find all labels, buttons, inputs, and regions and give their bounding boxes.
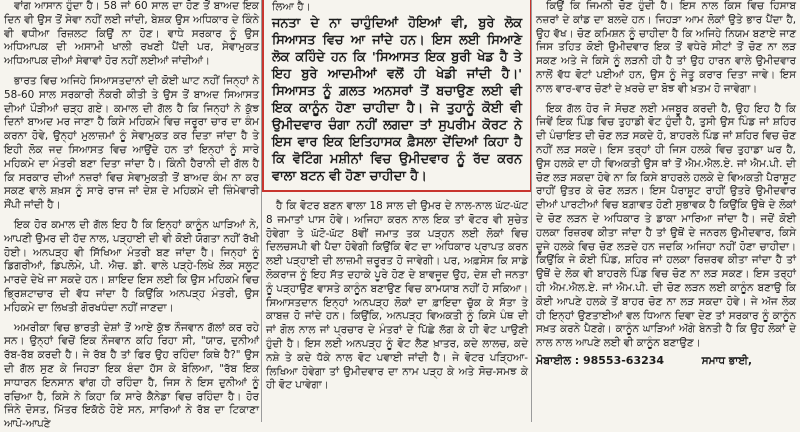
- pullquote-text: ਜਨਤਾ ਦੇ ਨਾ ਚਾਹੁੰਦਿਆਂ ਹੋਇਆਂ ਵੀ, ਬੁਰੇ ਲੋਕ ਸਿਆਸਤ ਵਿਚ ਆ ਜਾਂਦੇ ਹਨ। ਇਸ ਲਈ ਸਿਆਣੇ ਲੋਕ ਕਹਿੰਦੇ ਹਨ ਕਿ 'ਸਿਆਸਤ ਇਕ ਬੁਰੀ ਖੇਡ ਹੈ ਤੇ ਇਹ ਬੁਰੇ ਆਦਮੀਆਂ ਵਲੋਂ ਹੀ ਖੇਡੀ ਜਾਂਦੀ ਹੈ।' ਸਿਆਸਤ ਨੂੰ ਗ਼ਲਤ ਅਨਸਰਾਂ ਤੋਂ ਬਚਾਉਣ ਲਈ ਵੀ ਇਕ ਕਾਨੂੰਨ ਹੋਣਾ ਚਾਹੀਦਾ ਹੈ। ਜੇ ਤੁਹਾਨੂੰ ਕੋਈ ਵੀ ਉਮੀਦਵਾਰ ਚੰਗਾ ਨਹੀਂ ਲਗਦਾ ਤਾਂ ਸੁਪਰੀਮ ਕੋਰਟ ਨੇ ਇਸ ਵਾਰ ਇਕ ਇਤਿਹਾਸਕ ਫ਼ੈਸਲਾ ਦੇਂਦਿਆਂ ਕਿਹਾ ਹੈ ਕਿ ਵੋਟਿੰਗ ਮਸ਼ੀਨਾਂ ਵਿਚ ਉਮੀਦਵਾਰ ਨੂੰ ਰੱਦ ਕਰਨ ਵਾਲਾ ਬਟਨ ਵੀ ਹੋਣਾ ਚਾਹੀਦਾ ਹੈ।: [272, 16, 522, 184]
- paragraph: ਹੈ ਕਿ ਵੋਟਰ ਬਣਨ ਵਾਲਾ 18 ਸਾਲ ਦੀ ਉਮਰ ਦੇ ਨਾਲ-ਨਾਲ ਘੱਟ-ਘੱਟ 8 ਜਮਾਤਾਂ ਪਾਸ ਹੋਵੇ। ਅਜਿਹਾ ਕਰਨ ਨਾਲ ਇਕ ਤਾਂ ਵੋਟਰ ਵੀ ਸੁਚੇਤ ਹੋਵੇਗਾ ਤੇ ਘੱਟੋ-ਘੱਟ 8ਵੀਂ ਜਮਾਤ ਤਕ ਪੜ੍ਹਨ ਲਈ ਲੋਕਾਂ ਵਿਚ ਦਿਲਚਸਪੀ ਵੀ ਪੈਦਾ ਹੋਵੇਗੀ ਕਿਉਂਕਿ ਵੋਟ ਦਾ ਅਧਿਕਾਰ ਪ੍ਰਾਪਤ ਕਰਨ ਲਈ ਪੜ੍ਹਾਈ ਦੀ ਲਾਜ਼ਮੀ ਜ਼ਰੂਰਤ ਹੋ ਜਾਵੇਗੀ। ਪਰ, ਅਫ਼ਸੋਸ ਕਿ ਸਾਡੇ ਲੋਕਰਾਜ ਨੂੰ ਇਹ ਸੱਤ ਦਹਾਕੇ ਪੂਰੇ ਹੋਣ ਦੇ ਬਾਵਜੂਦ ਉਹ, ਦੇਸ਼ ਦੀ ਜਨਤਾ ਨੂੰ ਪੜ੍ਹਾਉਣ ਵਾਸਤੇ ਕਾਨੂੰਨ ਬਣਾਉਣ ਵਿਚ ਕਾਮਯਾਬ ਨਹੀਂ ਹੋ ਸਕਿਆ। ਸਿਆਸਤਦਾਨ ਇਨ੍ਹਾਂ ਅਨਪੜ੍ਹ ਲੋਕਾਂ ਦਾ ਫ਼ਾਇਦਾ ਚੁੱਕ ਕੇ ਸੱਤਾ ਤੇ ਕਾਬਜ਼ ਹੋ ਜਾਂਦੇ ਹਨ। ਕਿਉਂਕਿ, ਅਨਪੜ੍ਹ ਵਿਅਕਤੀ ਨੂੰ ਕਿਸੇ ਪੰਥ ਦੀ ਜਾਂ ਗੋਲ ਨਾਲ ਜਾਂ ਪ੍ਰਚਾਰ ਦੇ ਮੰਤਰਾਂ ਦੇ ਪਿੱਛੇ ਲੱਗ ਕੇ ਹੀ ਵੋਟ ਪਾਉਣੀ ਹੁੰਦੀ ਹੈ। ਇਸ ਲਈ ਅਨਪੜ੍ਹ ਨੂੰ ਵੋਟ ਲੈਣ ਖ਼ਾਤਰ, ਕਦੇ ਲਾਲਚ, ਕਦੇ ਨਸ਼ੇ ਤੇ ਕਦੇ ਧੱਕੇ ਨਾਲ ਵੋਟ ਪਵਾਈ ਜਾਂਦੀ ਹੈ। ਜੇ ਵੋਟਰ ਪੜ੍ਹਿਆ-ਲਿਖਿਆ ਹੋਵੇਗਾ ਤਾਂ ਉਮੀਦਵਾਰ ਦਾ ਨਾਮ ਪੜ੍ਹ ਕੇ ਅਤੇ ਸੋਚ-ਸਮਝ ਕੇ ਹੀ ਵੋਟ ਪਾਵੇਗਾ।: [266, 200, 528, 392]
- author-signature: [536, 354, 796, 369]
- author-phone: ਮੋਬਾਈਲ : 98553-63234: [536, 353, 665, 367]
- paragraph: ਇਕ ਗੱਲ ਹੋਰ ਜੋ ਸੋਚਣ ਲਈ ਮਜਬੂਰ ਕਰਦੀ ਹੈ, ਉਹ ਇਹ ਹੈ ਕਿ ਜਿਵੇਂ ਇਕ ਪਿੰਡ ਵਿਚ ਤੁਹਾਡੀ ਵੋਟ ਹੁੰਦੀ ਹੈ, ਤੁਸੀ ਉਸ ਪਿੰਡ ਜਾਂ ਸ਼ਹਿਰ ਦੀ ਪੰਚਾਇਤ ਦੀ ਚੋਣ ਲੜ ਸਕਦੇ ਹੋ, ਬਾਹਰਲੇ ਪਿੰਡ ਜਾਂ ਸ਼ਹਿਰ ਵਿਚ ਚੋਣ ਨਹੀਂ ਲੜ ਸਕਦੇ। ਇਸ ਤਰ੍ਹਾਂ ਹੀ ਜਿਸ ਹਲਕੇ ਵਿਚ ਤੁਹਾਡਾ ਘਰ ਹੈ, ਉਸ ਹਲਕੇ ਦਾ ਹੀ ਵਿਅਕਤੀ ਉਸ ਥਾਂ ਤੋਂ ਐਮ.ਐਲ.ਏ. ਜਾਂ ਐਮ.ਪੀ. ਦੀ ਚੋਣ ਲੜ ਸਕਦਾ ਹੋਵੇ ਨਾ ਕਿ ਕਿਸੇ ਬਾਹਰਲੇ ਹਲਕੇ ਦੇ ਵਿਅਕਤੀ ਪੈਰਾਸ਼ੂਟ ਰਾਹੀਂ ਉਤਰ ਕੇ ਚੋਣ ਲੜਨ। ਇਸ ਪੈਰਾਸ਼ੂਟ ਰਾਹੀਂ ਉਤਰੇ ਉਮੀਦਵਾਰ ਦੀਆਂ ਪਾਰਟੀਆਂ ਵਿਚ ਬਗ਼ਾਵਤ ਹੋਣੀ ਸੁਭਾਵਕ ਹੈ ਕਿਉਂਕਿ ਉਥੇ ਦੇ ਲੋਕਾਂ ਦੇ ਚੋਣ ਲੜਨ ਦੇ ਅਧਿਕਾਰ ਤੇ ਡਾਕਾ ਮਾਰਿਆ ਜਾਂਦਾ ਹੈ। ਜਦੋਂ ਕੋਈ ਹਲਕਾ ਰਿਜ਼ਰਵ ਕੀਤਾ ਜਾਂਦਾ ਹੈ ਤਾਂ ਉਥੋਂ ਦੇ ਜਨਰਲ ਉਮੀਦਵਾਰ, ਕਿਸੇ ਦੂਜੇ ਹਲਕੇ ਵਿਚ ਚੋਣ ਲੜਦੇ ਹਨ ਜਦਕਿ ਅਜਿਹਾ ਨਹੀਂ ਹੋਣਾ ਚਾਹੀਦਾ। ਕਿਉਂਕਿ ਜੇ ਕੋਈ ਪਿੰਡ, ਸ਼ਹਿਰ ਜਾਂ ਹਲਕਾ ਰਿਜ਼ਰਵ ਕੀਤਾ ਜਾਂਦਾ ਹੈ ਤਾਂ ਉਥੋਂ ਦੇ ਲੋਕ ਵੀ ਬਾਹਰਲੇ ਪਿੰਡ ਵਿਚ ਚੋਣ ਨਾ ਲੜ ਸਕਣ। ਇਸ ਤਰ੍ਹਾਂ ਹੀ ਐਮ.ਐਲ.ਏ. ਜਾਂ ਐਮ.ਪੀ. ਦੀ ਚੋਣ ਲੜਨ ਲਈ ਕਾਨੂੰਨ ਬਣਾਉ ਕਿ ਕੋਈ ਆਪਣੇ ਹਲਕੇ ਤੋਂ ਬਾਹਰ ਚੋਣ ਨਾ ਲੜ ਸਕਦਾ ਹੋਵੇ। ਜੇ ਅੱਜ ਲੋਕ ਹੀ ਇਨ੍ਹਾਂ ਉਣਤਾਈਆਂ ਵਲ ਧਿਆਨ ਦਿਵਾ ਦੇਣ ਤਾਂ ਸਰਕਾਰ ਨੂੰ ਕਾਨੂੰਨ ਸਖ਼ਤ ਕਰਨੇ ਪੈਣਗੇ। ਕਾਨੂੰਨ ਘਾੜਿਆਂ ਅੱਗੇ ਬੇਨਤੀ ਹੈ ਕਿ ਉਹ ਲੋਕਾਂ ਦੇ ਨਾਲ ਨਾਲ ਆਪਣੇ ਲਈ ਵੀ ਕਾਨੂੰਨ ਬਣਾਉਣ।: [536, 102, 796, 350]
- article-column-middle: [266, 0, 528, 422]
- paragraph: ਇਕ ਹੋਰ ਕਮਾਲ ਦੀ ਗੱਲ ਇਹ ਹੈ ਕਿ ਇਨ੍ਹਾਂ ਕਾਨੂੰਨ ਘਾੜਿਆਂ ਨੇ, ਆਪਣੀ ਉਮਰ ਦੀ ਹੱਦ ਨਾਲ, ਪੜ੍ਹਾਈ ਦੀ ਵੀ ਕੋਈ ਯੋਗਤਾ ਨਹੀਂ ਰੱਖੀ ਹੋਈ। ਅਨਪੜ੍ਹ ਵੀ ਸਿੱਖਿਆ ਮੰਤਰੀ ਬਣ ਜਾਂਦਾ ਹੈ। ਜਿਨ੍ਹਾਂ ਨੂੰ ਡਿਗਰੀਆਂ, ਡਿਪਲੋਮੇ, ਪੀ. ਐਚ. ਡੀ. ਵਾਲੇ ਪੜ੍ਹੇ-ਲਿਖੇ ਲੋਕ ਸਲੂਟ ਮਾਰਦੇ ਦੇਖੇ ਜਾ ਸਕਦੇ ਹਨ। ਸ਼ਾਇਦ ਇਸ ਲਈ ਕਿ ਉਸ ਮਹਿਕਮੇ ਵਿਚ ਭ੍ਰਿਸ਼ਟਾਚਾਰ ਦੀ ਵੱਧ ਜਾਂਦਾ ਹੈ ਕਿਉਂਕਿ ਅਨਪੜ੍ਹ ਮੰਤਰੀ, ਉਸ ਮਹਿਕਮੇ ਦਾ ਲਿਖਤੀ ਗੋਰਖਧੰਦਾ ਨਹੀਂ ਜਾਣਦਾ।: [4, 218, 259, 314]
- pullquote-lead-text: ਲਿਆ ਹੈ।: [272, 1, 311, 13]
- column-divider: [531, 0, 532, 422]
- author-name: ਸਮਾਧ ਭਾਈ,: [701, 354, 752, 367]
- article-column-right: [536, 0, 796, 422]
- paragraph: ਭਾਰਤ ਵਿਚ ਅਜਿਹੇ ਸਿਆਸਤਦਾਨਾਂ ਦੀ ਕੋਈ ਘਾਟ ਨਹੀਂ ਜਿਨ੍ਹਾਂ ਨੇ 58-60 ਸਾਲ ਸਰਕਾਰੀ ਨੌਕਰੀ ਕੀਤੀ ਤੇ ਉਸ ਤੋਂ ਬਾਅਦ ਸਿਆਸਤ ਦੀਆਂ ਪੌੜੀਆਂ ਚੜ੍ਹ ਗਏ। ਕਮਾਲ ਦੀ ਗੱਲ ਹੈ ਕਿ ਜਿਨ੍ਹਾਂ ਨੇ ਕੁੱਝ ਦਿਨਾਂ ਬਾਅਦ ਮਰ ਜਾਣਾ ਹੈ ਕਿਸੇ ਮਹਿਕਮੇ ਵਿਚ ਜਰੂਰਾ ਚਾਰ ਦਾ ਕੰਮ ਕਰਨਾ ਹੋਵੇ, ਉਨ੍ਹਾਂ ਮੁਲਾਜ਼ਮਾਂ ਨੂੰ ਸੇਵਾਮੁਕਤ ਕਰ ਦਿਤਾ ਜਾਂਦਾ ਹੈ ਤੇ ਇਹੀ ਲੋਕ ਜਦ ਸਿਆਸਤ ਵਿਚ ਆਉਂਦੇ ਹਨ ਤਾਂ ਇਨ੍ਹਾਂ ਨੂੰ ਸਾਰੇ ਮਹਿਕਮੇ ਦਾ ਮੰਤਰੀ ਬਣਾ ਦਿਤਾ ਜਾਂਦਾ ਹੈ। ਕਿੰਨੀ ਹੈਰਾਨੀ ਦੀ ਗੱਲ ਹੈ ਕਿ ਸਰਕਾਰ ਦੀਆਂ ਨਜ਼ਰਾਂ ਵਿਚ ਸੇਵਾਮੁਕਤੀ ਤੋਂ ਬਾਅਦ ਕੰਮ ਨਾ ਕਰ ਸਕਣ ਵਾਲੇ ਸ਼ਖ਼ਸ ਨੂੰ ਸਾਰੇ ਰਾਜ ਜਾਂ ਦੇਸ਼ ਦੇ ਮਹਿਕਮੇ ਦੀ ਜ਼ਿੰਮੇਵਾਰੀ ਸੌਂਪੀ ਜਾਂਦੀ ਹੈ।: [4, 74, 259, 212]
- article-column-left: [4, 0, 259, 431]
- paragraph: ਕਿਉਂ ਕਿ ਜਿਮਨੀ ਚੋਣ ਹੁੰਦੀ ਹੈ। ਇਸ ਨਾਲ ਕਿਸ ਵਿਚ ਹਿਸਾਬ ਨਜ਼ਰਾਂ ਦੇ ਕਾਂਡ ਦਾ ਬਲਦੇ ਹਨ। ਜਿਹੜਾ ਆਮ ਲੋਕਾਂ ਉਤੇ ਭਾਰ ਪੈਂਦਾ ਹੈ, ਉਹ ਵੱਖ। ਚੋਣ ਕਮਿਸ਼ਨ ਨੂੰ ਚਾਹੀਦਾ ਹੈ ਕਿ ਅਜਿਹੇ ਨਿਯਮ ਬਣਾਏ ਜਾਣ ਜਿਸ ਤਹਿਤ ਕੋਈ ਉਮੀਦਵਾਰ ਇਕ ਤੋਂ ਵਧੇਰੇ ਸੀਟਾਂ ਤੋਂ ਚੋਣ ਨਾ ਲੜ ਸਕਣ ਅਤੇ ਜੇ ਕਿਸੇ ਨੂੰ ਲੜਨੀ ਹੀ ਹੈ ਤਾਂ ਉਹ ਹਾਰਨ ਵਾਲੇ ਉਮੀਦਵਾਰ ਨਾਲੋਂ ਵੱਧ ਵੋਟਾਂ ਪਈਆਂ ਹਨ, ਉਸ ਨੂੰ ਜੇਤੂ ਕਰਾਰ ਦਿਤਾ ਜਾਵੇ। ਇਸ ਨਾਲ ਵਾਰ-ਵਾਰ ਚੋਣਾਂ ਦੇ ਖ਼ਰਚੇ ਦਾ ਬੋਝ ਵੀ ਖ਼ਤਮ ਹੋ ਜਾਵੇਗਾ।: [536, 0, 796, 95]
- paragraph: ਵਾਂਗ ਆਸਾਨ ਹੁੰਦਾ ਹੈ। 58 ਜਾਂ 60 ਸਾਲ ਦਾ ਹੋਣ ਤੋਂ ਬਾਅਦ ਇਕ ਦਿਨ ਵੀ ਉਸ ਤੋਂ ਸੇਵਾ ਨਹੀਂ ਲਈ ਜਾਂਦੀ, ਬੇਸ਼ਕ ਉਸ ਅਧਿਕਾਰ ਦੇ ਕਿੰਨੇ ਵੀ ਵਧੀਆ ਰਿਜ਼ਲਟ ਕਿਉਂ ਨਾ ਹੋਣ। ਵਾਧੇ ਸਰਕਾਰ ਨੂੰ ਉਸ ਅਧਿਆਪਕ ਦੀ ਅਸਾਮੀ ਖਾਲੀ ਰਖਣੀ ਪੈਂਦੀ ਪਰ, ਸੇਵਾਮੁਕਤ ਅਧਿਆਪਕ ਦੀਆਂ ਸੇਵਾਵਾਂ ਹੋਰ ਨਹੀਂ ਲਈਆਂ ਜਾਂਦੀਆਂ।: [4, 0, 259, 68]
- paragraph: ਅਮਰੀਕਾ ਵਿਚ ਭਾਰਤੀ ਦੇਸ਼ਾਂ ਤੋਂ ਆਏ ਕੁੱਝ ਨੌਜਵਾਨ ਗੱਲਾਂ ਕਰ ਰਹੇ ਸਨ। ਉਨ੍ਹਾਂ ਵਿਚੋਂ ਇਕ ਨੌਜਵਾਨ ਕਹਿ ਰਿਹਾ ਸੀ, "ਯਾਰ, ਦੁਨੀਆਂ ਰੱਬ-ਰੱਬ ਕਰਦੀ ਹੈ। ਜੇ ਰੱਬ ਹੈ ਤਾਂ ਫਿਰ ਉਹ ਰਹਿੰਦਾ ਕਿਥੇ ਹੈ?" ਉਸ ਦੀ ਗੱਲ ਸੁਣ ਕੇ ਜਿਹੜਾ ਇਕ ਬੰਦਾ ਹੱਸ ਕੇ ਬੋਲਿਆ, "ਰੱਬ ਇਕ ਸਾਧਾਰਨ ਇਨਸਾਨ ਵਾਂਗ ਹੀ ਰਹਿੰਦਾ ਹੈ, ਜਿਸ ਨੇ ਇਸ ਦੁਨੀਆਂ ਨੂੰ ਰਚਿਆ ਹੈ, ਕਿਸੇ ਨੇ ਕਿਹਾ ਕਿ ਸਾਰੇ ਕੈਨੇਡਾ ਵਿਚ ਰਹਿੰਦਾ ਹੈ। ਹੋਰ ਜਿੰਨੇ ਦੋਸਤ, ਮਿੱਤਰ ਇਕੱਠੇ ਹੋਏ ਸਨ, ਸਾਰਿਆਂ ਨੇ ਰੱਬ ਦਾ ਟਿਕਾਣਾ ਆਪੋ-ਆਪਣੇ: [4, 321, 259, 431]
- pullquote-box: [262, 0, 532, 192]
